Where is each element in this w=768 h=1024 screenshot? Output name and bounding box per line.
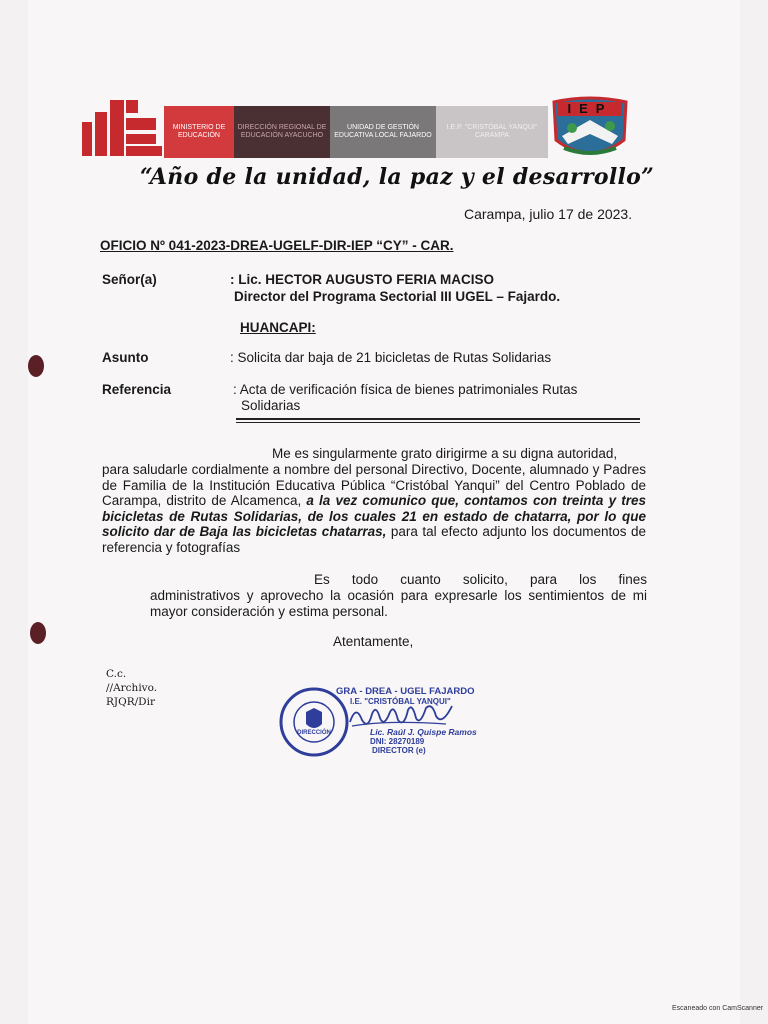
punch-hole-top: [28, 355, 44, 377]
oficio-number: OFICIO Nº 041-2023-DREA-UGELF-DIR-IEP “CY” - CAR.: [100, 238, 454, 253]
stamp-line2: I.E. "CRISTÓBAL YANQUI": [350, 697, 451, 706]
band-iep-text: I.E.P. "CRISTÓBAL YANQUI" CARAMPA: [446, 124, 538, 139]
paragraph2-rest: administrativos y aprovecho la ocasión para expresarle los sentimientos de mi mayor consideración y estima personal.: [150, 588, 647, 619]
cc-line2: //Archivo.: [106, 682, 158, 694]
paragraph2-intro: Es todo cuanto solicito, para los fines: [314, 572, 647, 587]
school-crest: [550, 96, 630, 164]
divider-rule-top: [236, 418, 640, 420]
year-motto: “Año de la unidad, la paz y el desarrollo”: [140, 164, 655, 190]
punch-hole-bottom: [30, 622, 46, 644]
band-iep: [436, 106, 548, 158]
band-ugel: [330, 106, 436, 158]
band-direccion-text: DIRECCIÓN REGIONAL DE EDUCACIÓN AYACUCHO: [237, 124, 327, 139]
referencia-line2: Solidarias: [241, 398, 301, 413]
place-date: Carampa, julio 17 de 2023.: [464, 206, 633, 222]
asunto-label: Asunto: [102, 350, 149, 365]
paragraph1: [102, 462, 646, 555]
stamp-line5: DIRECTOR (e): [372, 746, 426, 755]
referencia-label: Referencia: [102, 382, 172, 397]
paragraph1-text: para saludarle cordialmente a nombre del personal Directivo, Docente, alumnado y Padres de Familia de la Institución Educativa Pública “Cristóbal Yanqui” del Centro Poblado de Carampa, distrito de Alcamenca,: [102, 462, 646, 508]
stamp-line4: DNI: 28270189: [370, 737, 425, 746]
asunto-text: : Solicita dar baja de 21 bicicletas de Rutas Solidarias: [230, 350, 552, 365]
recipient-title: Director del Programa Sectorial III UGEL – Fajardo.: [234, 289, 561, 304]
cc-line1: C.c.: [106, 668, 127, 680]
closing: Atentamente,: [333, 634, 414, 649]
paragraph1-end: para tal efecto adjunto los documentos de referencia y fotografías: [102, 524, 646, 555]
band-ministerio-text: MINISTERIO DE EDUCACIÓN: [172, 124, 226, 139]
senor-label: Señor(a): [102, 272, 157, 287]
stamp-line1: GRA - DREA - UGEL FAJARDO: [336, 686, 475, 697]
divider-rule-bottom: [236, 422, 640, 423]
referencia-line1: : Acta de verificación física de bienes patrimoniales Rutas: [233, 382, 578, 397]
band-ministerio: [164, 106, 234, 158]
paragraph1-emphasis: a la vez comunico que, contamos con treinta y tres bicicletas de Rutas Solidarias, de los cuales 21 en estado de chatarra, por lo que solicito dar de Baja las bicicletas chatarras,: [102, 493, 646, 539]
stamp-line3: Lic. Raúl J. Quispe Ramos: [370, 727, 477, 737]
band-ugel-text: UNIDAD DE GESTIÓN EDUCATIVA LOCAL FAJARDO: [334, 124, 432, 139]
band-direccion: [234, 106, 330, 158]
scanner-watermark: Escaneado con CamScanner: [672, 1005, 764, 1012]
recipient-name: : Lic. HECTOR AUGUSTO FERIA MACISO: [230, 272, 495, 287]
seal-center-text: DIRECCIÓN: [297, 730, 331, 736]
recipient-city: HUANCAPI:: [240, 320, 316, 335]
paragraph1-intro: Me es singularmente grato dirigirme a su digna autoridad,: [272, 446, 618, 461]
crest-letters: IEP: [567, 101, 613, 116]
cc-line3: RJQR/Dir: [106, 696, 155, 708]
